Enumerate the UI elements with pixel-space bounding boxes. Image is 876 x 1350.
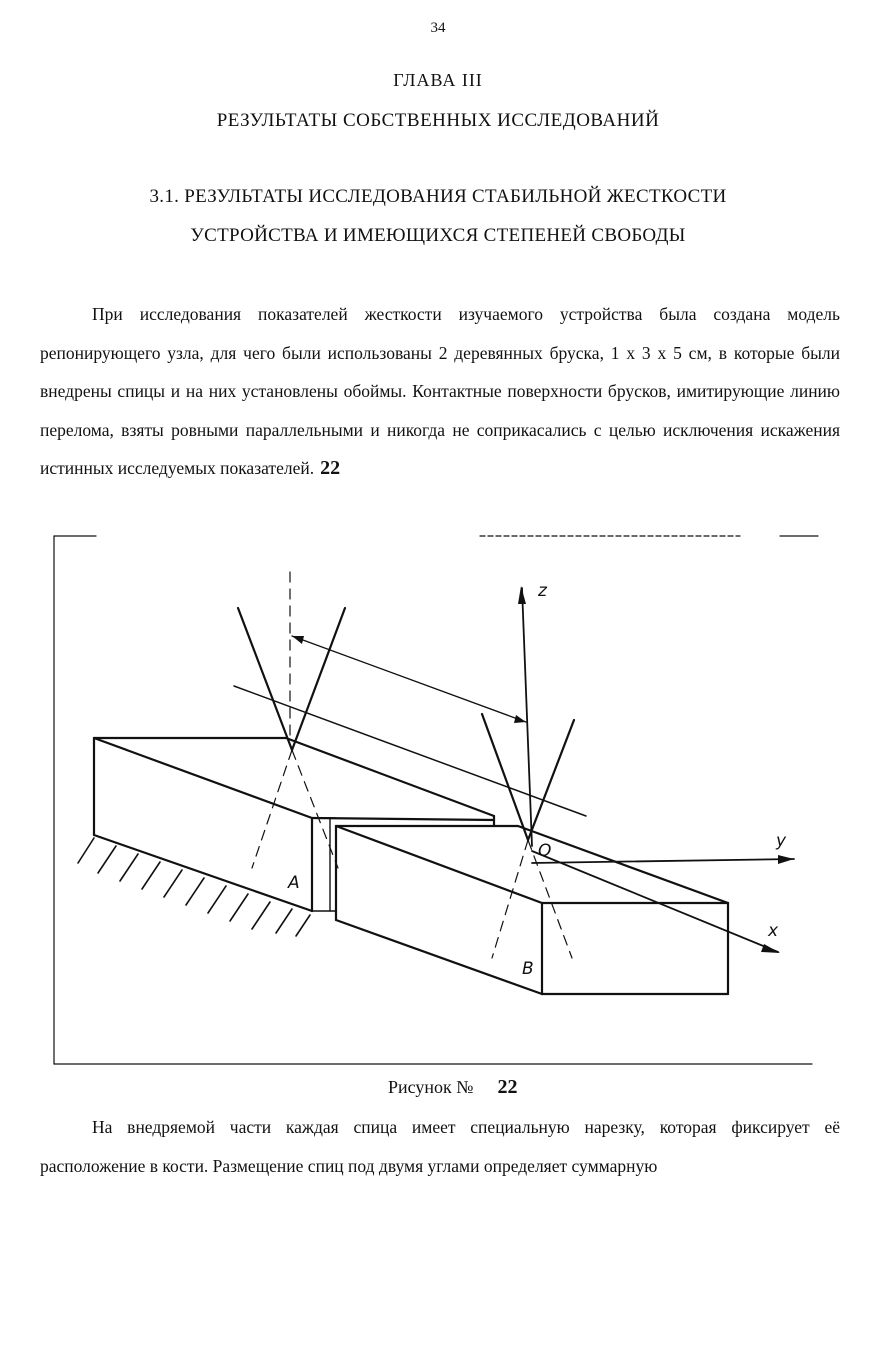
model-sketch [40,528,830,1073]
pins-left [238,608,345,750]
x-arrowhead [761,944,780,953]
caption-number: 22 [497,1076,518,1098]
y-arrowhead [778,855,794,864]
coordinate-axes [522,588,794,952]
point-label-a: A [288,873,300,893]
figure-frame [54,536,818,1064]
paragraph-1 [40,295,840,488]
chapter-heading: ГЛАВА III [393,70,483,90]
support-hatching [78,838,310,936]
figure-diagram [40,528,830,1073]
origin-label: O [538,841,552,861]
chapter-title: РЕЗУЛЬТАТЫ СОБСТВЕННЫХ ИССЛЕДОВАНИЙ [216,110,660,131]
axis-label-x: x [768,921,779,941]
dimension-line [292,636,526,722]
section-title-line1: 3.1. РЕЗУЛЬТАТЫ ИССЛЕДОВАНИЯ СТАБИЛЬНОЙ ЖЕСТКОСТИ [149,186,727,207]
axis-label-y: y [776,831,787,851]
fracture-plane-line [234,686,586,816]
figure-reference: 22 [320,457,341,480]
caption-label: Рисунок № [388,1077,474,1097]
paragraph-2-text: На внедряемой части каждая спица имеет специальную нарезку, которая фиксирует её расположение в кости. Размещение спиц под двумя углами определяет суммарную [40,1117,840,1176]
paragraph-2 [40,1108,840,1185]
section-title-line2: УСТРОЙСТВА И ИМЕЮЩИХСЯ СТЕПЕНЕЙ СВОБОДЫ [190,225,686,246]
axis-label-z: z [538,581,547,601]
figure-caption [388,1076,517,1099]
page-number: 34 [430,20,446,36]
paragraph-1-text: При исследования показателей жесткости изучаемого устройства была создана модель репонирующего узла, для чего были использованы 2 деревянных бруска, 1 х 3 х 5 см, в которые были внедрены спицы и на них установлены обоймы. Контактные поверхности брусков, имитирующие линию перелома, взяты ровными параллельными и никогда не соприкасались с целью исключения искажения истинных исследуемых показателей. [40,304,840,479]
point-label-b: B [522,959,534,979]
